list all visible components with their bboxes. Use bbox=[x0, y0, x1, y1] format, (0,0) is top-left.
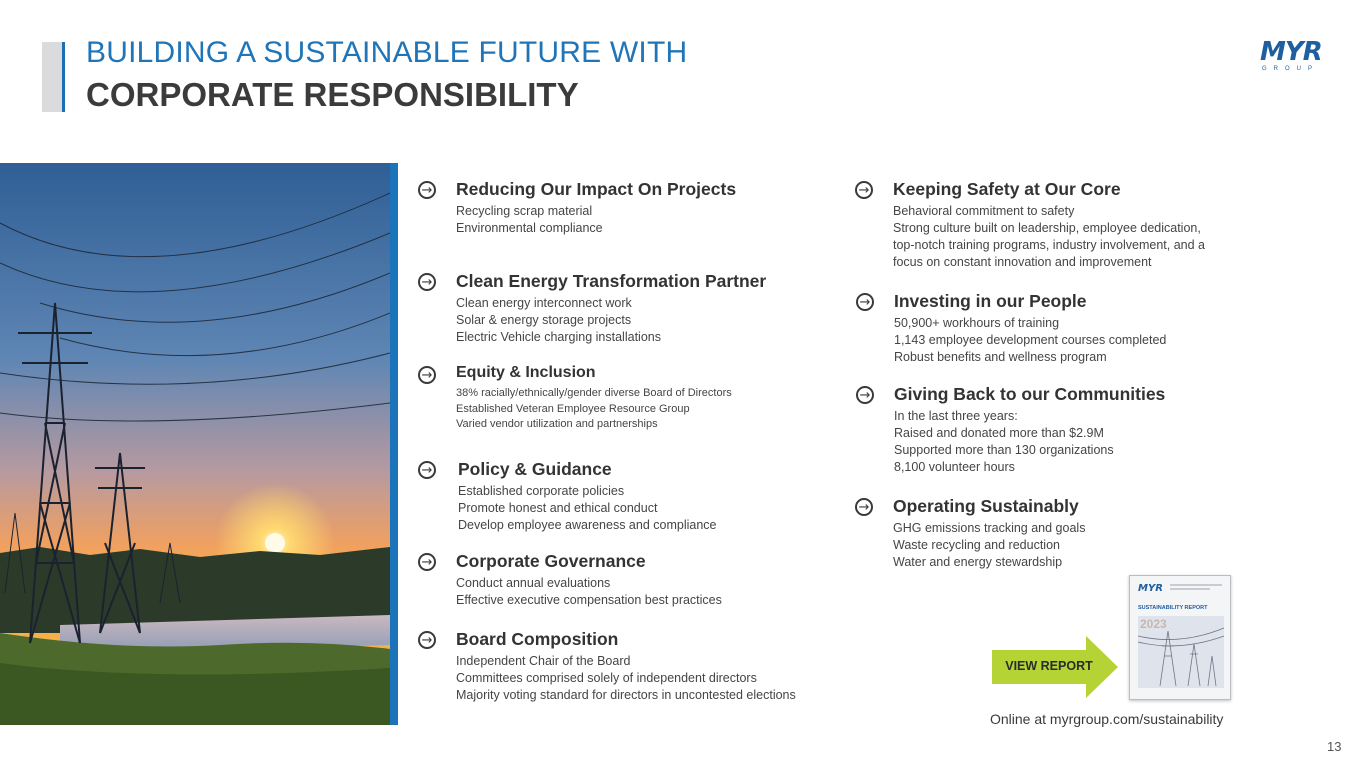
item-title: Corporate Governance bbox=[456, 551, 646, 571]
item-line: Clean energy interconnect work bbox=[456, 296, 632, 310]
item-line: focus on constant innovation and improvement bbox=[893, 255, 1152, 269]
item-details bbox=[456, 575, 722, 609]
item-line: 1,143 employee development courses completed bbox=[894, 333, 1167, 347]
title-accent-bar bbox=[42, 42, 62, 112]
item-line: Water and energy stewardship bbox=[893, 555, 1063, 569]
item-line: 8,100 volunteer hours bbox=[894, 460, 1015, 474]
item-line: Environmental compliance bbox=[456, 221, 603, 235]
item-line: Recycling scrap material bbox=[456, 204, 593, 218]
view-report-label[interactable]: VIEW REPORT bbox=[1005, 659, 1093, 673]
page-number: 13 bbox=[1327, 739, 1342, 754]
item-line: Majority voting standard for directors in uncontested elections bbox=[456, 688, 796, 702]
item-details bbox=[456, 386, 732, 433]
item-line: 38% racially/ethnically/gender diverse Board of Directors bbox=[456, 387, 732, 399]
item-title: Giving Back to our Communities bbox=[894, 384, 1166, 404]
item-line: Committees comprised solely of independent directors bbox=[456, 671, 757, 685]
item-details bbox=[894, 315, 1166, 366]
item-line: Robust benefits and wellness program bbox=[894, 350, 1107, 364]
cover-title: SUSTAINABILITY REPORT bbox=[1138, 605, 1208, 611]
cover-logo: MYR bbox=[1138, 583, 1163, 594]
transmission-towers-sunset-photo bbox=[0, 163, 390, 725]
report-online-url[interactable]: Online at myrgroup.com/sustainability bbox=[990, 711, 1224, 727]
item-line: In the last three years: bbox=[894, 409, 1018, 423]
item-title: Clean Energy Transformation Partner bbox=[456, 271, 767, 291]
item-title: Equity & Inclusion bbox=[456, 364, 596, 381]
item-line: Independent Chair of the Board bbox=[456, 654, 631, 668]
page-title-line2: CORPORATE RESPONSIBILITY bbox=[86, 76, 579, 113]
arrow-circle-right-icon: → bbox=[418, 273, 436, 291]
item-line: Promote honest and ethical conduct bbox=[458, 501, 658, 515]
arrow-circle-right-icon: → bbox=[855, 498, 873, 516]
item-line: Waste recycling and reduction bbox=[893, 538, 1060, 552]
item-line: Strong culture built on leadership, employee dedication, bbox=[893, 221, 1201, 235]
logo-wordmark: MYR bbox=[1260, 37, 1322, 67]
cover-year: 2023 bbox=[1140, 617, 1167, 631]
item-details bbox=[894, 408, 1114, 476]
item-details bbox=[893, 203, 1205, 271]
item-line: Develop employee awareness and compliance bbox=[458, 518, 717, 532]
photo-accent-stripe bbox=[390, 163, 398, 725]
arrow-circle-right-icon: → bbox=[418, 181, 436, 199]
myr-group-logo bbox=[1260, 37, 1324, 74]
item-title: Investing in our People bbox=[894, 291, 1087, 311]
item-line: Electric Vehicle charging installations bbox=[456, 330, 661, 344]
item-line: GHG emissions tracking and goals bbox=[893, 521, 1086, 535]
item-line: Established Veteran Employee Resource Group bbox=[456, 402, 690, 415]
arrow-circle-right-icon: → bbox=[418, 631, 436, 649]
item-title: Policy & Guidance bbox=[458, 459, 612, 479]
item-line: Established corporate policies bbox=[458, 484, 625, 498]
item-line: Solar & energy storage projects bbox=[456, 313, 632, 327]
arrow-circle-right-icon: → bbox=[418, 366, 436, 384]
item-title: Reducing Our Impact On Projects bbox=[456, 179, 737, 199]
item-line: Supported more than 130 organizations bbox=[894, 443, 1114, 457]
item-line: Raised and donated more than $2.9M bbox=[894, 426, 1104, 440]
item-title: Keeping Safety at Our Core bbox=[893, 179, 1121, 199]
title-accent-line bbox=[62, 42, 65, 112]
arrow-circle-right-icon: → bbox=[418, 553, 436, 571]
arrow-circle-right-icon: → bbox=[855, 181, 873, 199]
item-title: Operating Sustainably bbox=[893, 496, 1079, 516]
item-details bbox=[456, 295, 661, 346]
item-line: top-notch training programs, industry involvement, and a bbox=[893, 238, 1205, 252]
item-line: Conduct annual evaluations bbox=[456, 576, 611, 590]
arrow-circle-right-icon: → bbox=[856, 386, 874, 404]
item-details bbox=[893, 520, 1085, 571]
item-line: 50,900+ workhours of training bbox=[894, 316, 1060, 330]
item-line: Varied vendor utilization and partnerships bbox=[456, 418, 658, 430]
logo-subtext: GROUP bbox=[1262, 66, 1320, 72]
page-title-line1: BUILDING A SUSTAINABLE FUTURE WITH bbox=[86, 36, 688, 69]
item-line: Effective executive compensation best practices bbox=[456, 593, 722, 607]
arrow-circle-right-icon: → bbox=[856, 293, 874, 311]
arrow-circle-right-icon: → bbox=[418, 461, 436, 479]
sustainability-report-cover[interactable] bbox=[1129, 575, 1231, 700]
item-details bbox=[456, 653, 796, 704]
item-line: Behavioral commitment to safety bbox=[893, 204, 1075, 218]
item-details bbox=[458, 483, 716, 534]
item-details bbox=[456, 203, 603, 237]
item-title: Board Composition bbox=[456, 629, 619, 649]
